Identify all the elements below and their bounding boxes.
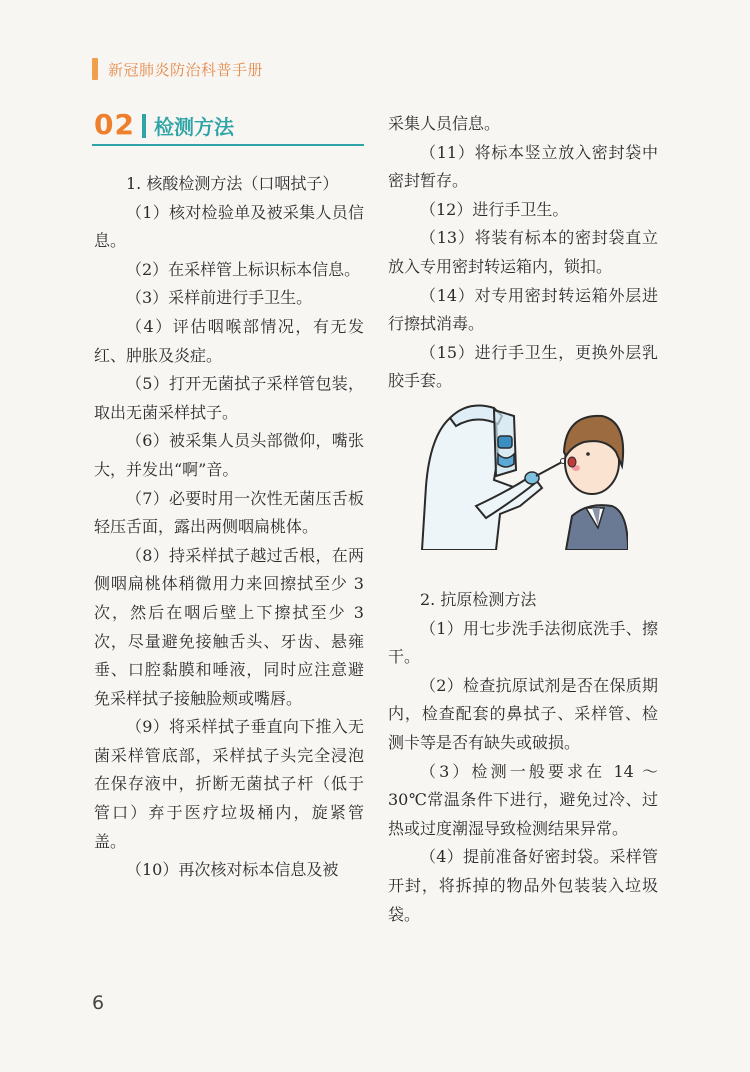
paragraph: （8）持采样拭子越过舌根，在两侧咽扁桃体稍微用力来回擦拭至少 3 次，然后在咽后壁上下擦拭至少 3 次，尽量避免接触舌头、牙齿、悬雍垂、口腔黏膜和唾液，同时应注意避免采样拭子接触脸颊或嘴唇。: [94, 545, 364, 708]
paragraph: （14）对专用密封转运箱外层进行擦拭消毒。: [388, 285, 658, 334]
paragraph: （12）进行手卫生。: [420, 199, 569, 219]
running-head-bar: [92, 58, 98, 80]
paragraph: （9）将采样拭子垂直向下推入无菌采样管底部，采样拭子头完全浸泡在保存液中，折断无菌拭子杆（低于管口）弃于医疗垃圾桶内，旋紧管盖。: [94, 717, 364, 851]
paragraph: 1. 核酸检测方法（口咽拭子）: [126, 174, 339, 193]
paragraph: （7）必要时用一次性无菌压舌板轻压舌面，露出两侧咽扁桃体。: [94, 488, 364, 537]
paragraph: 2. 抗原检测方法: [420, 590, 537, 609]
paragraph: （5）打开无菌拭子采样管包装，取出无菌采样拭子。: [94, 374, 364, 422]
paragraph: （3）采样前进行手卫生。: [126, 288, 313, 308]
paragraph: （3）检测一般要求在 14 ～ 30℃常温条件下进行，避免过冷、过热或过度潮湿导致检测结果异常。: [388, 761, 658, 838]
paragraph: （4）评估咽喉部情况，有无发红、肿胀及炎症。: [94, 316, 364, 365]
paragraph: （4）提前准备好密封袋。采样管开封，将拆掉的物品外包装装入垃圾袋。: [388, 847, 658, 924]
paragraph: 采集人员信息。: [388, 114, 501, 133]
left-column: [94, 170, 364, 885]
paragraph: （2）检查抗原试剂是否在保质期内，检查配套的鼻拭子、采样管、检测卡等是否有缺失或破损。: [388, 675, 658, 752]
paragraph: （13）将装有标本的密封袋直立放入专用密封转运箱内，锁扣。: [388, 228, 658, 276]
section-number: 02: [94, 108, 135, 141]
section-divider: [142, 114, 146, 138]
paragraph: （2）在采样管上标识标本信息。: [126, 259, 361, 279]
paragraph: （15）进行手卫生，更换外层乳胶手套。: [388, 342, 658, 391]
right-column-bottom: [388, 586, 658, 929]
swab-sampling-illustration: [416, 396, 628, 550]
section-title: 检测方法: [154, 115, 234, 139]
paragraph: （1）核对检验单及被采集人员信息。: [94, 202, 364, 251]
running-head: [92, 58, 263, 80]
paragraph: （11）将标本竖立放入密封袋中密封暂存。: [388, 142, 658, 191]
paragraph: （10）再次核对标本信息及被: [126, 860, 339, 880]
paragraph: （6）被采集人员头部微仰，嘴张大，并发出“啊”音。: [94, 431, 364, 479]
right-column-top: [388, 110, 658, 396]
page-number: 6: [92, 992, 105, 1014]
running-title: 新冠肺炎防治科普手册: [108, 60, 264, 79]
section-heading: [92, 108, 364, 146]
paragraph: （1）用七步洗手法彻底洗手、擦干。: [388, 618, 658, 667]
